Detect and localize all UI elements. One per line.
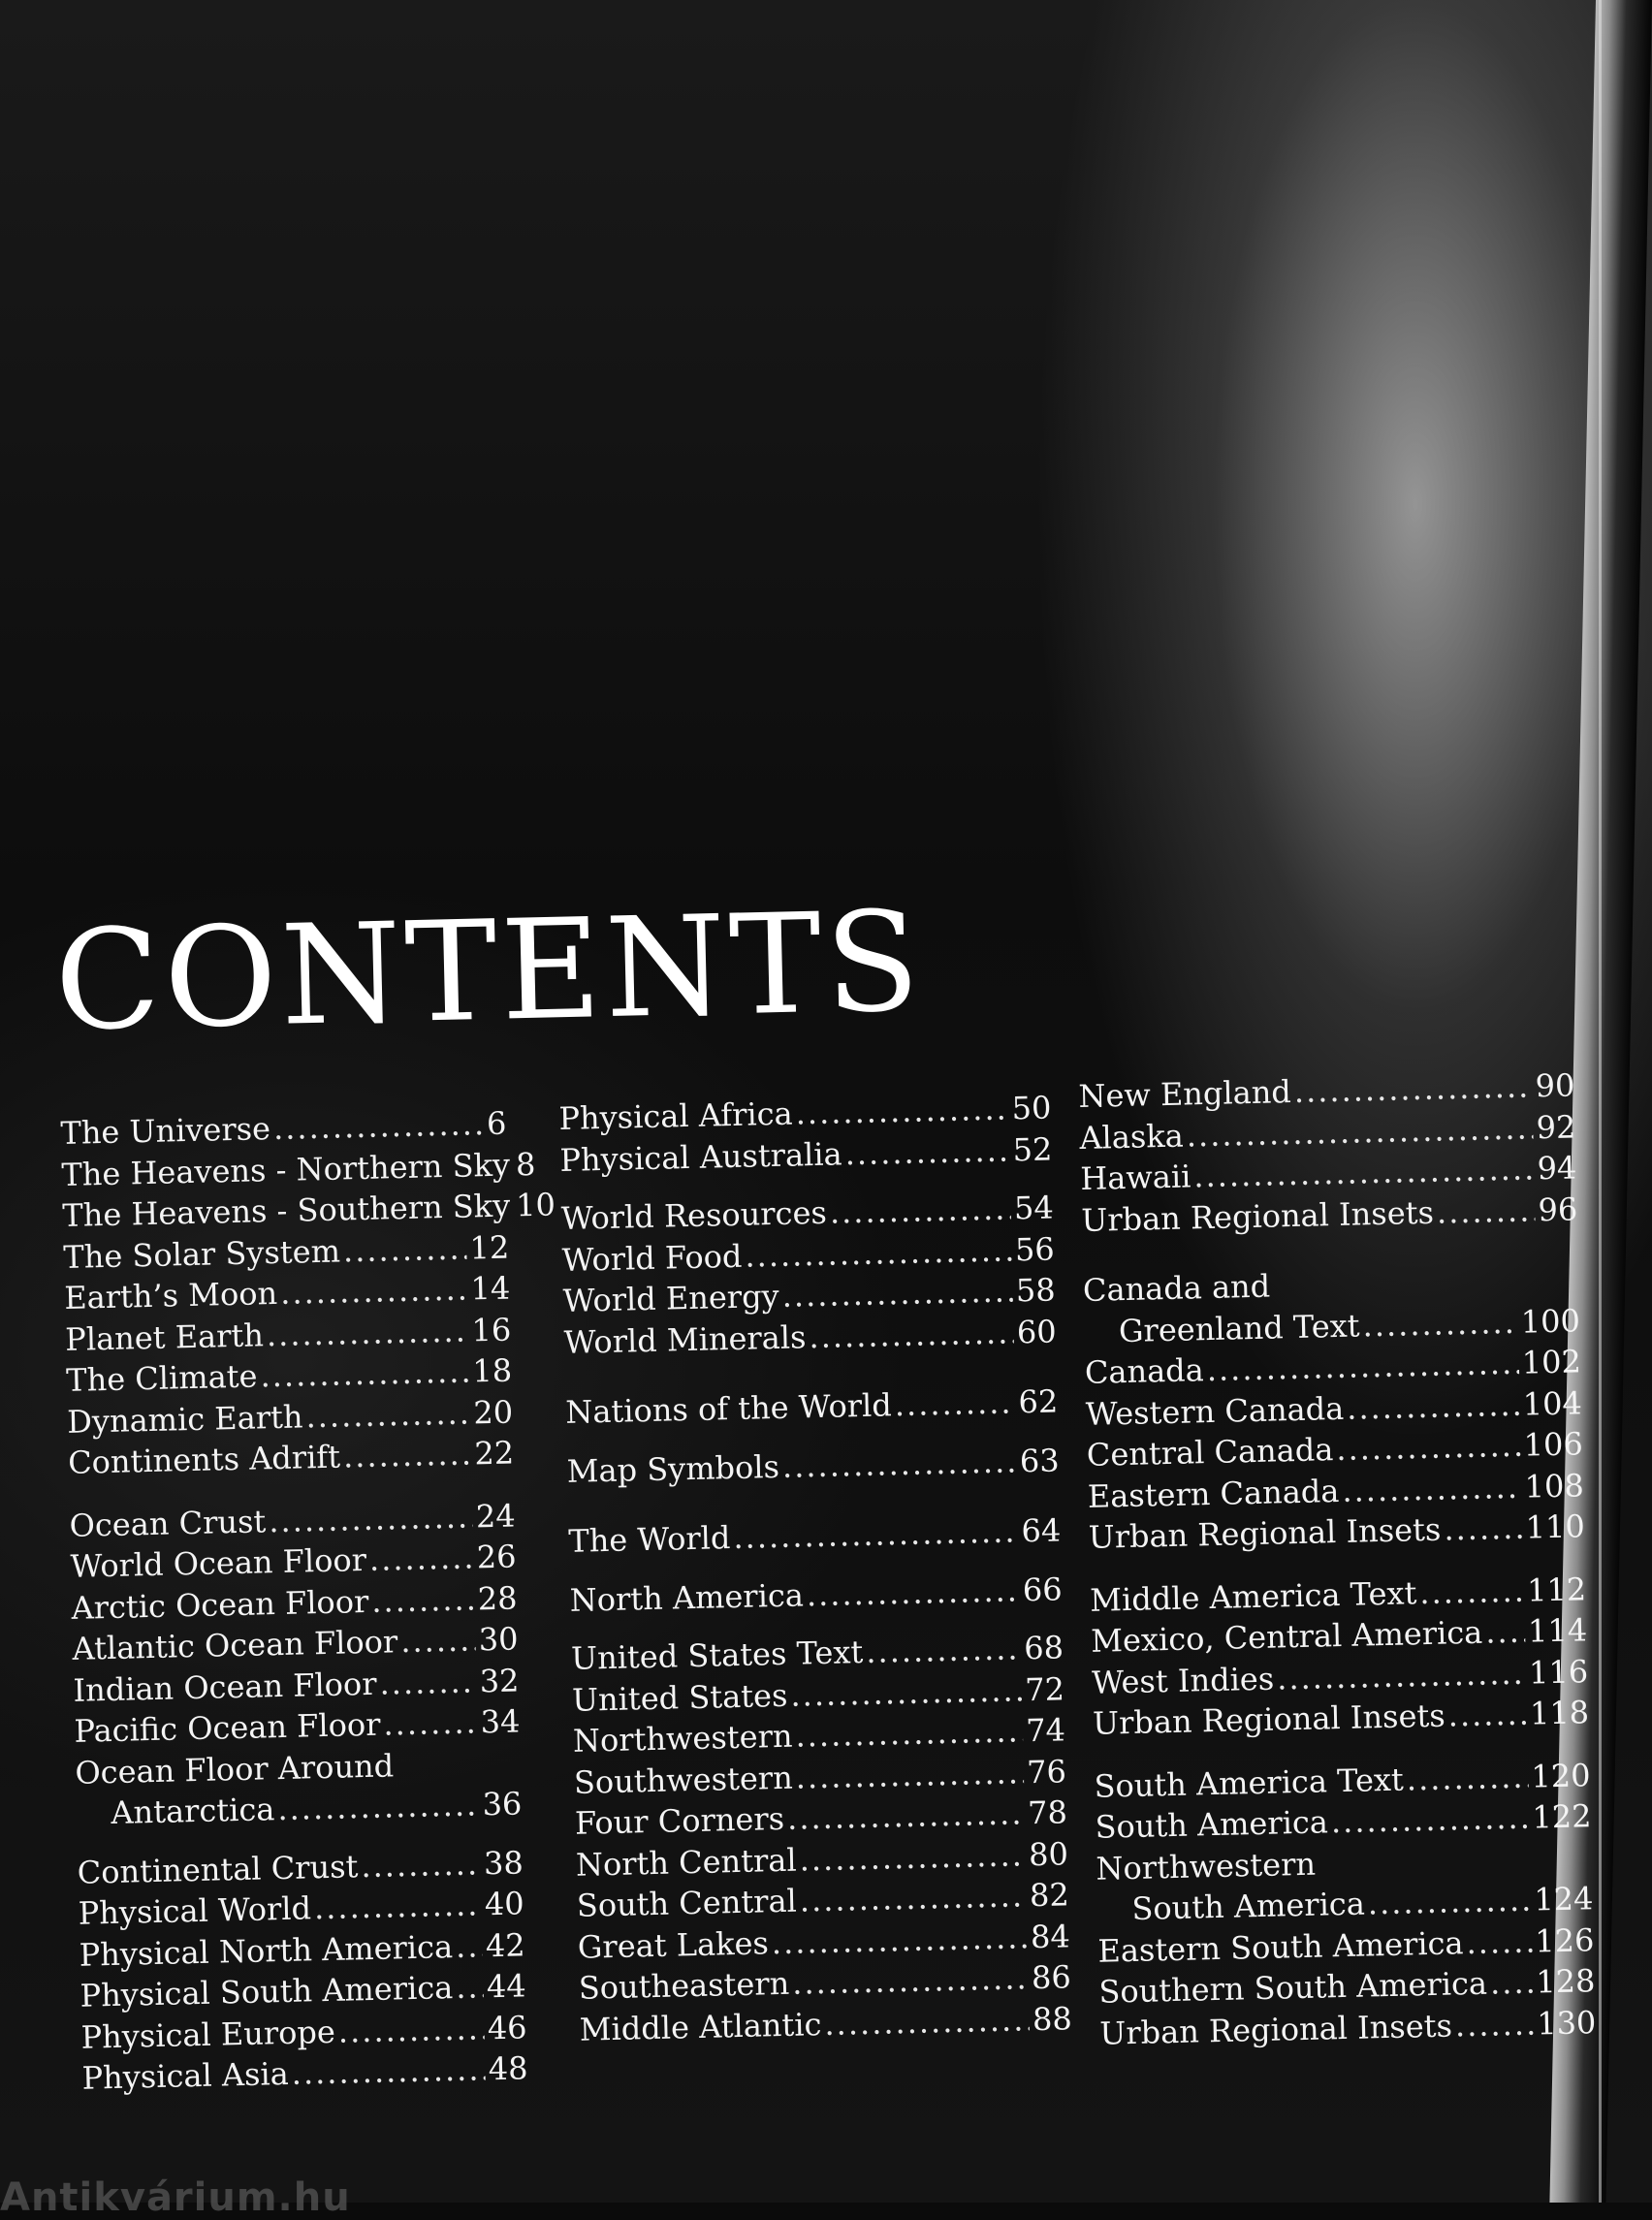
toc-entry-label: Dynamic Earth — [66, 1397, 303, 1441]
toc-page-number: 86 — [1031, 1958, 1072, 1997]
toc-entry-label: Physical South America — [79, 1969, 454, 2014]
toc-entry-label: Antarctica — [110, 1791, 275, 1831]
toc-entry-label: Urban Regional Insets — [1092, 1697, 1446, 1742]
toc-page-number: 84 — [1030, 1917, 1071, 1955]
toc-page-number: 48 — [488, 2049, 528, 2088]
contents-column-2 — [558, 1087, 1072, 2049]
toc-entry-label: South America — [1095, 1803, 1329, 1846]
toc-entry-label: World Ocean Floor — [70, 1540, 367, 1585]
toc-page-number: 38 — [483, 1843, 524, 1882]
toc-entry-label: Alaska — [1079, 1117, 1185, 1157]
toc-group — [1097, 1919, 1597, 2054]
dot-leader — [745, 1229, 1013, 1277]
toc-page-number: 96 — [1538, 1189, 1578, 1228]
toc-entry-label: United States — [571, 1676, 788, 1719]
dot-leader — [305, 1392, 471, 1437]
toc-group — [1090, 1569, 1590, 1745]
toc-page-number: 62 — [1018, 1382, 1059, 1421]
toc-entry-label: World Resources — [560, 1193, 828, 1237]
toc-page-number: 58 — [1015, 1271, 1057, 1310]
toc-entry-label: World Minerals — [563, 1317, 807, 1361]
toc-group — [571, 1627, 1073, 2049]
toc-entry-label: The Heavens - Southern Sky — [61, 1187, 511, 1234]
toc-page-number: 32 — [479, 1661, 520, 1699]
dot-leader — [1454, 2003, 1534, 2046]
toc-group — [1084, 1341, 1585, 1558]
dot-leader — [361, 1843, 482, 1887]
toc-page-number: 52 — [1012, 1129, 1053, 1168]
toc-entry-label: Mexico, Central America — [1090, 1613, 1483, 1660]
dot-leader — [368, 1537, 474, 1580]
toc-page-number: 28 — [477, 1578, 518, 1617]
toc-entry-label[interactable]: Northwestern — [1096, 1845, 1317, 1887]
toc-page-number: 118 — [1529, 1694, 1590, 1732]
toc-page-number: 106 — [1523, 1425, 1584, 1464]
toc-page-number: 88 — [1032, 1999, 1073, 2038]
dot-leader — [291, 2048, 486, 2094]
dot-leader — [337, 2008, 485, 2052]
toc-entry-label: Physical Australia — [559, 1134, 842, 1179]
toc-page-number: 18 — [472, 1351, 513, 1390]
toc-entry-label: Physical Africa — [558, 1094, 794, 1137]
dot-leader — [1489, 1962, 1533, 2004]
toc-page-number: 44 — [486, 1967, 526, 2006]
toc-page-number: 128 — [1535, 1962, 1596, 2001]
toc-entry-label: Middle Atlantic — [579, 2005, 822, 2048]
dot-leader — [1347, 1383, 1521, 1429]
dot-leader — [400, 1619, 476, 1662]
toc-entry-label: Continents Adrift — [67, 1438, 341, 1481]
toc-page-number: 56 — [1014, 1229, 1056, 1268]
dot-leader — [1206, 1343, 1519, 1391]
dot-leader — [806, 1570, 1020, 1615]
toc-entry-label: North America — [569, 1575, 805, 1619]
dot-leader — [795, 1710, 1024, 1757]
toc-entry-label: Planet Earth — [64, 1316, 265, 1358]
watermark-text: Antikvárium.hu — [0, 2175, 351, 2220]
toc-entry-label: Physical Europe — [80, 2013, 336, 2056]
dot-leader — [371, 1578, 475, 1622]
dot-leader — [790, 1669, 1023, 1716]
toc-page-number: 30 — [478, 1620, 519, 1659]
toc-entry-label: West Indies — [1091, 1660, 1275, 1701]
toc-page-number: 24 — [475, 1496, 516, 1535]
toc-page-number: 74 — [1025, 1711, 1066, 1750]
toc-page-number: 112 — [1526, 1570, 1587, 1609]
contents-column-1 — [60, 1103, 556, 2100]
toc-entry-label: Urban Regional Insets — [1098, 2007, 1453, 2052]
toc-group — [69, 1495, 521, 1752]
dot-leader — [1330, 1797, 1529, 1843]
toc-entry-label: The Solar System — [62, 1231, 341, 1276]
toc-page-number: 6 — [486, 1104, 507, 1143]
toc-page-number: 114 — [1527, 1611, 1588, 1650]
toc-entry-label: Central Canada — [1086, 1431, 1334, 1474]
dot-leader — [1436, 1189, 1536, 1233]
toc-entry-label: Indian Ocean Floor — [73, 1665, 377, 1709]
dot-leader — [342, 1227, 467, 1271]
toc-page-number: 64 — [1021, 1511, 1062, 1550]
toc-page-number: 12 — [469, 1228, 510, 1266]
toc-page-number: 22 — [473, 1434, 515, 1473]
toc-entry-label: Physical Asia — [81, 2054, 290, 2097]
toc-entry-label: South Central — [576, 1882, 798, 1924]
spine-edge — [1599, 0, 1602, 2203]
dot-leader — [513, 1185, 514, 1225]
dot-leader — [269, 1496, 474, 1541]
dot-leader — [1419, 1570, 1525, 1613]
toc-page-number: 100 — [1520, 1301, 1581, 1341]
dot-leader — [1342, 1466, 1522, 1511]
toc-page-number: 40 — [484, 1885, 525, 1923]
toc-page-number: 120 — [1530, 1756, 1591, 1795]
toc-page-number: 104 — [1522, 1383, 1583, 1423]
page-title: CONTENTS — [52, 881, 926, 1062]
toc-page-number: 63 — [1019, 1441, 1061, 1479]
toc-page-number: 54 — [1013, 1189, 1055, 1227]
dot-leader — [781, 1441, 1017, 1487]
toc-page-number: 68 — [1023, 1629, 1064, 1667]
dot-leader — [280, 1269, 468, 1315]
toc-page-number: 126 — [1534, 1920, 1595, 1960]
dot-leader — [844, 1129, 1010, 1174]
dot-leader — [733, 1510, 1019, 1558]
toc-entry-label: The Climate — [65, 1357, 258, 1399]
toc-entry-label: Southeastern — [578, 1964, 790, 2007]
toc-page-number: 76 — [1026, 1752, 1067, 1791]
toc-entry-label: South America — [1131, 1885, 1366, 1927]
toc-page-number: 124 — [1533, 1880, 1594, 1919]
dot-leader — [1406, 1756, 1529, 1799]
toc-entry-label[interactable]: Canada and — [1082, 1267, 1271, 1309]
dot-leader — [313, 1884, 482, 1928]
dot-leader — [1362, 1301, 1518, 1346]
dot-leader — [260, 1350, 470, 1396]
toc-page-number: 26 — [476, 1538, 517, 1576]
toc-entry-label[interactable]: Ocean Floor Around — [75, 1746, 395, 1792]
dot-leader — [799, 1834, 1026, 1881]
toc-page-number: 110 — [1525, 1507, 1586, 1546]
toc-page-number: 108 — [1524, 1466, 1585, 1506]
dot-leader — [266, 1310, 469, 1355]
dot-leader — [456, 1966, 485, 2008]
toc-page-number: 14 — [470, 1269, 511, 1308]
toc-page-number: 10 — [515, 1186, 556, 1224]
toc-entry[interactable] — [81, 2047, 528, 2099]
toc-page-number: 122 — [1531, 1797, 1592, 1836]
toc-page-number: 42 — [485, 1925, 526, 1964]
toc-page-number: 80 — [1028, 1834, 1069, 1873]
dot-leader — [799, 1875, 1027, 1921]
dot-leader — [512, 1144, 513, 1185]
toc-page-number: 46 — [487, 2008, 527, 2046]
toc-page-number: 16 — [471, 1311, 512, 1348]
toc-page-number: 50 — [1011, 1089, 1052, 1127]
toc-entry-label: Northwestern — [572, 1717, 793, 1760]
toc-group — [560, 1187, 1057, 1362]
dot-leader — [787, 1792, 1026, 1839]
toc-page-number: 8 — [515, 1145, 536, 1183]
toc-page-number: 36 — [482, 1785, 523, 1824]
toc-page-number: 82 — [1029, 1876, 1070, 1915]
toc-entry-label: Continental Crust — [77, 1847, 359, 1891]
toc-entry-label: Physical North America — [79, 1927, 454, 1974]
toc-page-number: 66 — [1022, 1570, 1064, 1608]
toc-entry-label: Greenland Text — [1118, 1306, 1360, 1349]
toc-entry-label: Urban Regional Insets — [1080, 1193, 1435, 1239]
dot-leader — [771, 1917, 1028, 1963]
toc-entry-label: Hawaii — [1079, 1158, 1191, 1197]
toc-entry-label: Pacific Ocean Floor — [74, 1705, 381, 1750]
toc-entry-label: United States Text — [570, 1633, 864, 1677]
toc-entry-label: Ocean Crust — [69, 1502, 267, 1544]
toc-entry-label: World Energy — [562, 1277, 780, 1319]
dot-leader — [795, 1088, 1009, 1133]
toc-entry-label: Physical World — [78, 1889, 312, 1932]
toc-entry-label: Great Lakes — [577, 1923, 770, 1966]
toc-group — [77, 1842, 528, 2099]
toc-entry-label: Canada — [1084, 1351, 1205, 1391]
toc-page-number: 60 — [1016, 1312, 1058, 1350]
dot-leader — [456, 1925, 484, 1967]
toc-entry-label: Urban Regional Insets — [1088, 1510, 1442, 1556]
toc-entry-label: Four Corners — [574, 1799, 785, 1842]
toc-page-number: 90 — [1535, 1066, 1575, 1105]
toc-entry-label: The World — [567, 1519, 731, 1560]
toc-entry-label: Southwestern — [573, 1759, 794, 1801]
toc-entry-label: Arctic Ocean Floor — [71, 1582, 369, 1627]
toc-entry-label: The Heavens - Northern Sky — [61, 1145, 511, 1193]
toc-group — [558, 1087, 1053, 1181]
toc-page-number: 34 — [480, 1702, 521, 1741]
dot-leader — [781, 1270, 1013, 1316]
dot-leader — [1466, 1920, 1533, 1963]
contents-column-3 — [1078, 1064, 1597, 2053]
toc-entry-label: World Food — [561, 1237, 743, 1279]
toc-page-number: 102 — [1521, 1343, 1582, 1381]
toc-page-number: 72 — [1024, 1669, 1065, 1708]
toc-entry-label: Middle America Text — [1089, 1573, 1417, 1619]
toc-entry-label: Nations of the World — [564, 1386, 893, 1431]
toc-group — [1094, 1755, 1592, 1849]
toc-page-number: 94 — [1537, 1149, 1577, 1188]
dot-leader — [824, 1999, 1031, 2045]
dot-leader — [1485, 1611, 1526, 1653]
toc-page-number: 130 — [1536, 2003, 1597, 2043]
dot-leader — [795, 1752, 1024, 1798]
dot-leader — [383, 1701, 478, 1745]
dot-leader — [894, 1381, 1016, 1425]
toc-group — [60, 1103, 556, 1484]
toc-page-number: 78 — [1027, 1793, 1068, 1832]
toc-entry-label: New England — [1078, 1073, 1292, 1115]
toc-entry-label: Atlantic Ocean Floor — [72, 1623, 398, 1667]
dot-leader — [792, 1957, 1030, 2004]
dot-leader — [1447, 1694, 1527, 1736]
toc-page-number: 20 — [472, 1392, 514, 1431]
toc-entry-label: Southern South America — [1098, 1964, 1488, 2011]
dot-leader — [1336, 1425, 1521, 1471]
toc-entry-label: Western Canada — [1085, 1389, 1345, 1433]
dot-leader — [829, 1188, 1011, 1233]
dot-leader — [1277, 1652, 1527, 1698]
dot-leader — [272, 1103, 484, 1149]
toc-entry-label: Earth’s Moon — [63, 1274, 278, 1316]
toc-entry-label: South America Text — [1094, 1760, 1405, 1805]
toc-page-number: 116 — [1528, 1652, 1589, 1692]
dot-leader — [809, 1312, 1014, 1357]
toc-entry-label: Eastern South America — [1097, 1923, 1464, 1970]
dot-leader — [1293, 1065, 1533, 1112]
toc-entry-label: North Central — [575, 1841, 798, 1884]
toc-entry-label: Eastern Canada — [1087, 1472, 1340, 1515]
dot-leader — [1444, 1507, 1523, 1550]
dot-leader — [1367, 1880, 1531, 1924]
dot-leader — [866, 1628, 1022, 1672]
toc-entry-label: The Universe — [60, 1110, 271, 1152]
toc-group — [1078, 1064, 1578, 1241]
dot-leader — [277, 1784, 480, 1829]
toc-entry-label: Map Symbols — [566, 1447, 780, 1490]
dot-leader — [343, 1433, 472, 1476]
toc-page-number: 92 — [1536, 1107, 1576, 1146]
dot-leader — [379, 1661, 477, 1704]
